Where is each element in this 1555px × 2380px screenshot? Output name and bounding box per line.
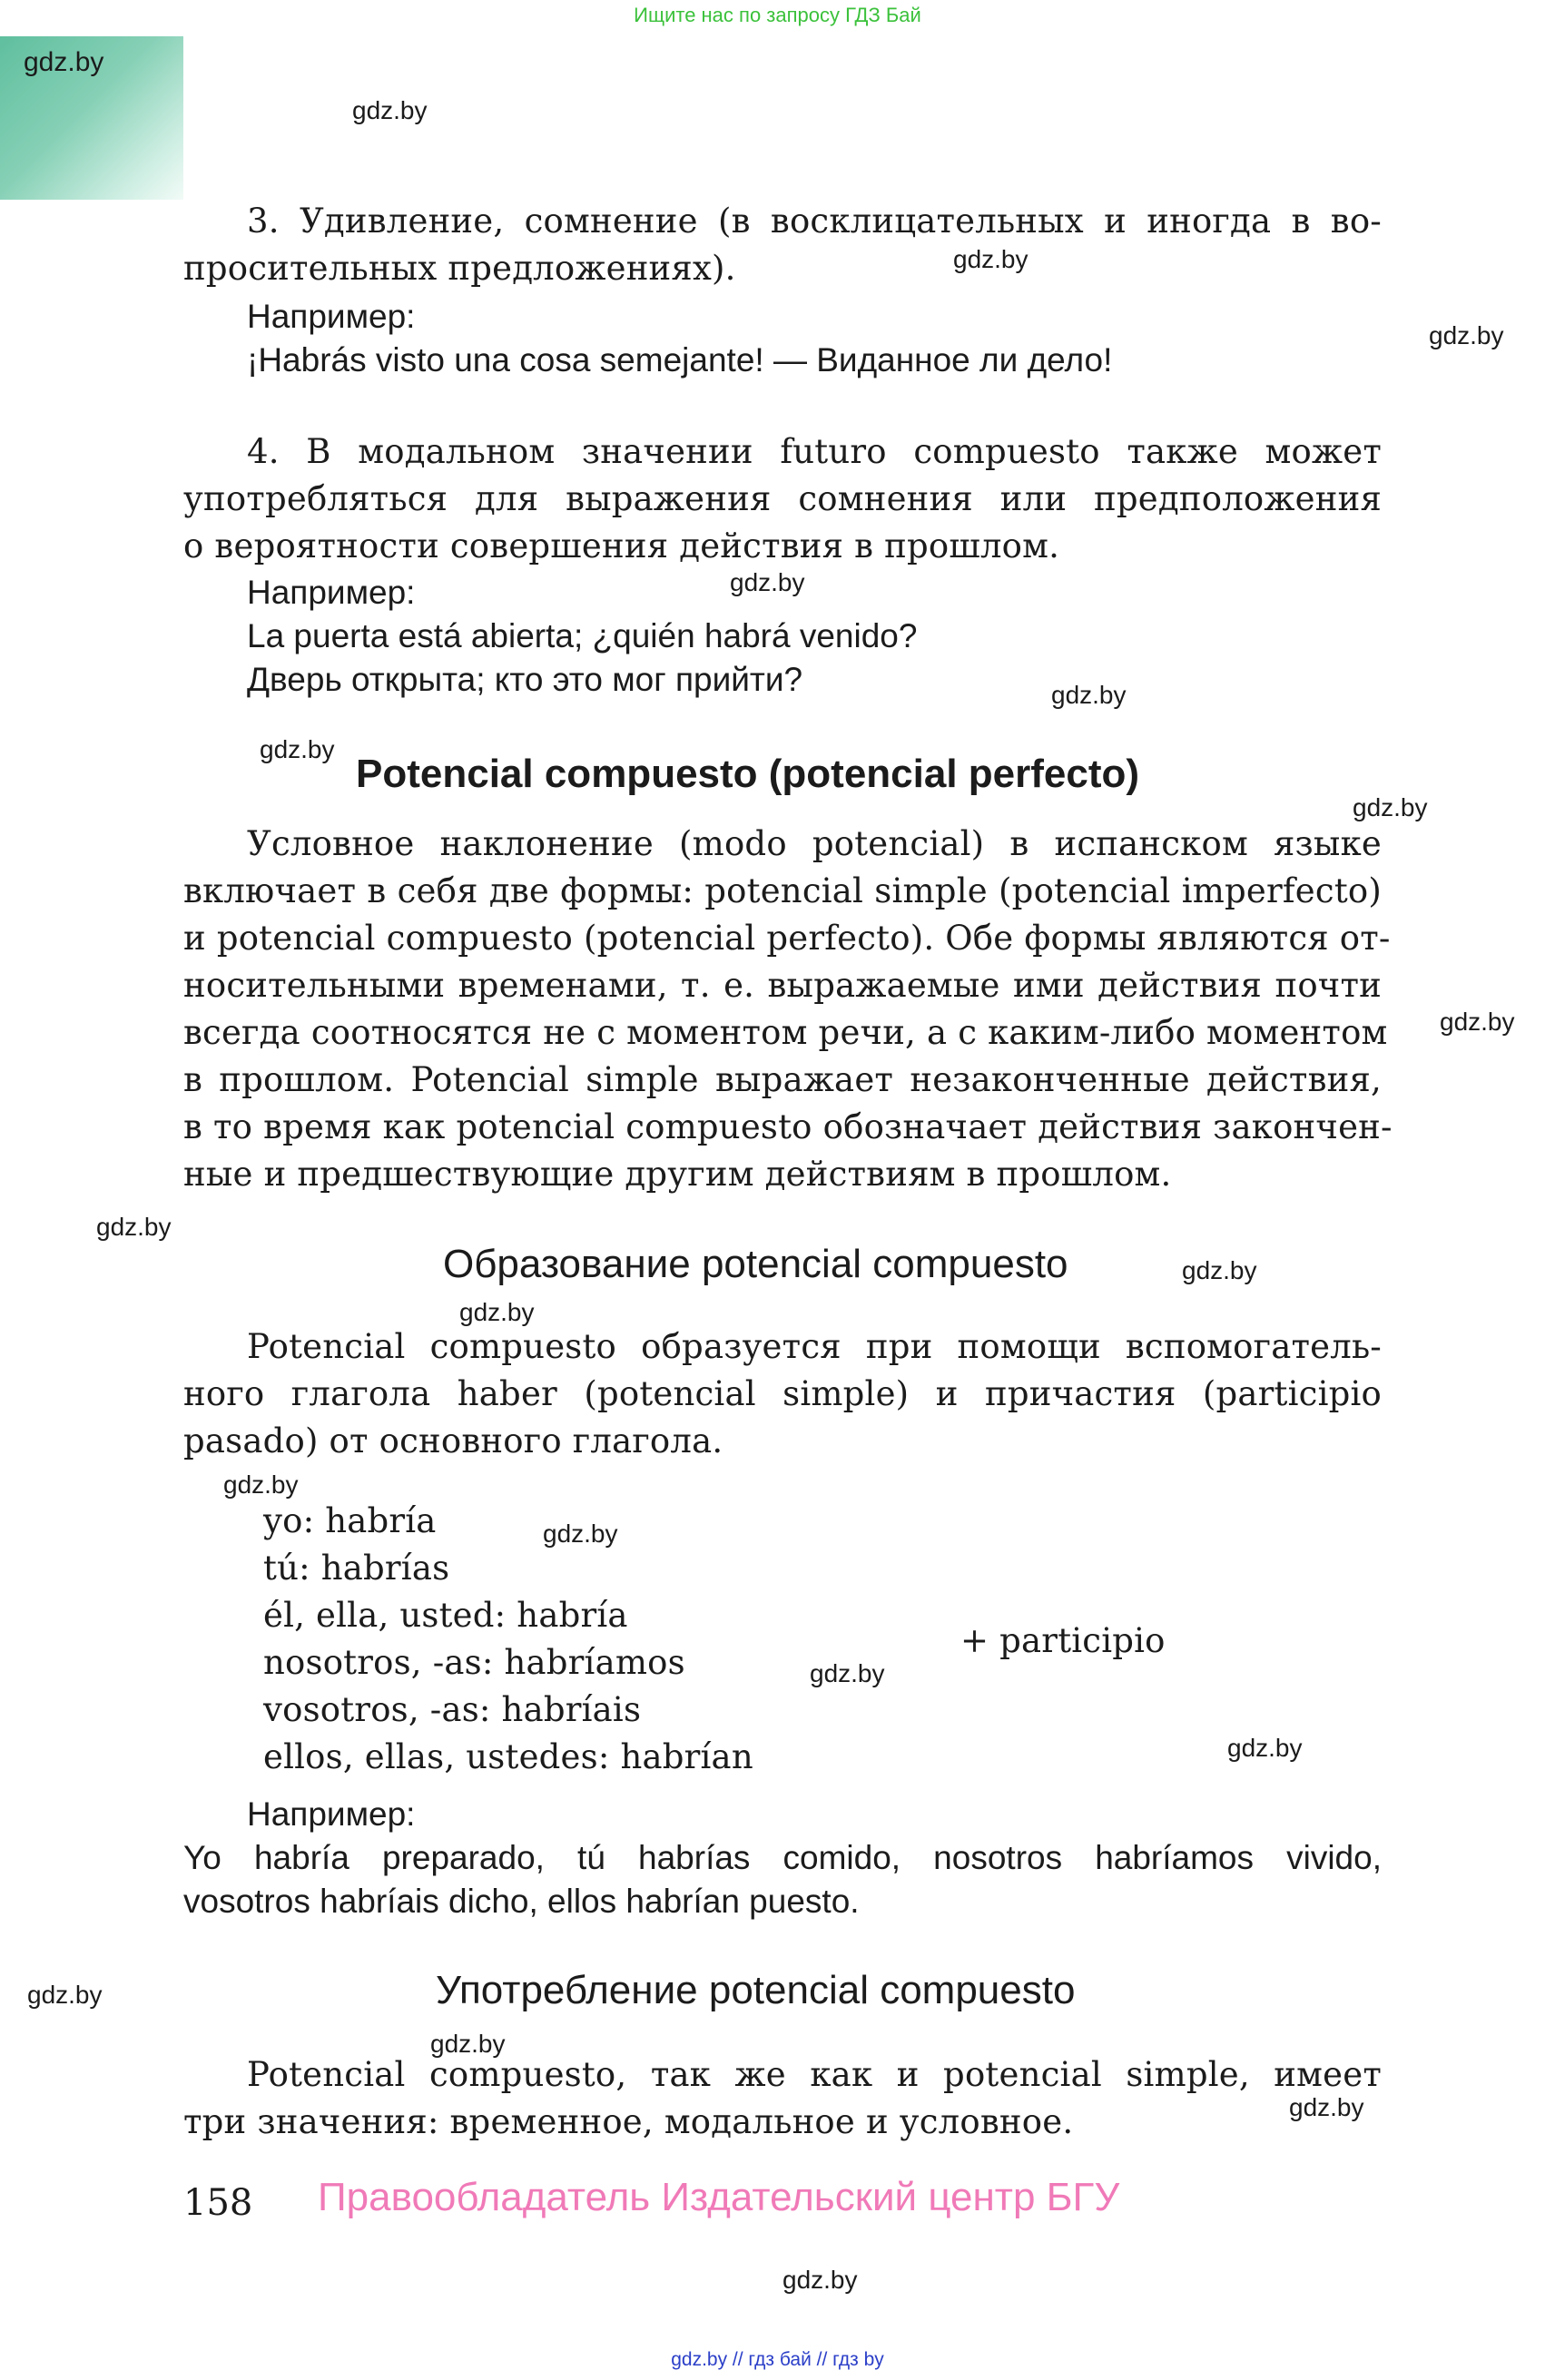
conjugation-row: nosotros, -as: habríamos xyxy=(263,1643,685,1682)
usage-line: Potencial compuesto, так же как и potencial simple, имеет xyxy=(247,2055,1382,2094)
section3-line1: 3. Удивление, сомнение (в восклицательных и иногда в во- xyxy=(247,202,1382,241)
section-heading: Potencial compuesto (potencial perfecto) xyxy=(356,752,1140,796)
watermark: gdz.by xyxy=(1227,1734,1303,1762)
watermark: gdz.by xyxy=(260,735,335,763)
watermark: gdz.by xyxy=(810,1659,885,1687)
formation-example-label: Например: xyxy=(247,1795,416,1833)
section4-line2: употребляться для выражения сомнения или предположения xyxy=(183,479,1382,518)
paragraph-line: всегда соотносятся не с моментом речи, а с каким-либо моментом xyxy=(183,1013,1388,1052)
formation-example-line: Yo habría preparado, tú habrías comido, nosotros habríamos vivido, xyxy=(183,1839,1382,1876)
paragraph-line: носительными временами, т. е. выражаемые ими действия почти xyxy=(183,966,1382,1005)
paragraph-line: ного глагола haber (potencial simple) и причастия (participio xyxy=(183,1374,1382,1413)
subsection-heading-formation: Образование potencial compuesto xyxy=(443,1242,1068,1286)
watermark: gdz.by xyxy=(459,1298,535,1326)
section3-example: ¡Habrás visto una cosa semejante! — Виданное ли дело! xyxy=(247,341,1113,379)
paragraph-line: и potencial compuesto (potencial perfecto). Обе формы являются от- xyxy=(183,919,1391,958)
watermark: gdz.by xyxy=(352,96,428,124)
paragraph-line: pasado) от основного глагола. xyxy=(183,1421,723,1460)
paragraph-line: включает в себя две формы: potencial simple (potencial imperfecto) xyxy=(183,871,1382,910)
watermark: gdz.by xyxy=(96,1213,172,1241)
section4-example-es: La puerta está abierta; ¿quién habrá venido? xyxy=(247,617,918,654)
conjugation-row: yo: habría xyxy=(263,1501,437,1540)
watermark: gdz.by xyxy=(1440,1008,1515,1036)
watermark: gdz.by xyxy=(782,2266,858,2294)
corner-watermark: gdz.by xyxy=(24,47,104,77)
section4-line3: о вероятности совершения действия в прошлом. xyxy=(183,526,1060,565)
subsection-heading-usage: Употребление potencial compuesto xyxy=(436,1968,1076,2012)
page-number: 158 xyxy=(183,2182,253,2224)
paragraph-line: ные и предшествующие другим действиям в прошлом. xyxy=(183,1155,1172,1194)
paragraph-line: Условное наклонение (modo potencial) в испанском языке xyxy=(247,824,1382,863)
section4-example-ru: Дверь открыта; кто это мог прийти? xyxy=(247,661,803,698)
conjugation-row: ellos, ellas, ustedes: habrían xyxy=(263,1737,753,1776)
conjugation-row: él, ella, usted: habría xyxy=(263,1596,628,1635)
copyright-notice: Правообладатель Издательский центр БГУ xyxy=(318,2175,1120,2219)
section4-line1: 4. В модальном значении futuro compuesto также может xyxy=(247,432,1382,471)
watermark: gdz.by xyxy=(1182,1256,1257,1284)
paragraph-line: Potencial compuesto образуется при помощи вспомогатель- xyxy=(247,1327,1382,1366)
watermark: gdz.by xyxy=(1429,321,1504,349)
formation-example-line: vosotros habríais dicho, ellos habrían puesto. xyxy=(183,1883,860,1920)
conjugation-row: tú: habrías xyxy=(263,1549,450,1588)
watermark: gdz.by xyxy=(1289,2093,1364,2121)
usage-line: три значения: временное, модальное и условное. xyxy=(183,2102,1074,2141)
top-banner-link[interactable]: Ищите нас по запросу ГДЗ Бай xyxy=(634,4,921,26)
section3-example-label: Например: xyxy=(247,298,416,335)
watermark: gdz.by xyxy=(1353,793,1428,821)
footer-links[interactable]: gdz.by // гдз бай // гдз by xyxy=(671,2349,884,2370)
conjugation-row: vosotros, -as: habríais xyxy=(263,1690,642,1729)
section4-example-label: Например: xyxy=(247,574,416,611)
watermark: gdz.by xyxy=(430,2030,506,2058)
watermark: gdz.by xyxy=(543,1519,618,1548)
watermark: gdz.by xyxy=(223,1470,299,1499)
section3-line2: просительных предложениях). xyxy=(183,249,736,288)
watermark: gdz.by xyxy=(27,1981,103,2009)
watermark: gdz.by xyxy=(730,568,805,596)
paragraph-line: в то время как potencial compuesto обозначает действия закончен- xyxy=(183,1107,1393,1146)
watermark: gdz.by xyxy=(953,245,1028,273)
watermark: gdz.by xyxy=(1051,681,1127,709)
plus-participio: + participio xyxy=(960,1621,1166,1660)
paragraph-line: в прошлом. Potencial simple выражает незаконченные действия, xyxy=(183,1060,1382,1099)
